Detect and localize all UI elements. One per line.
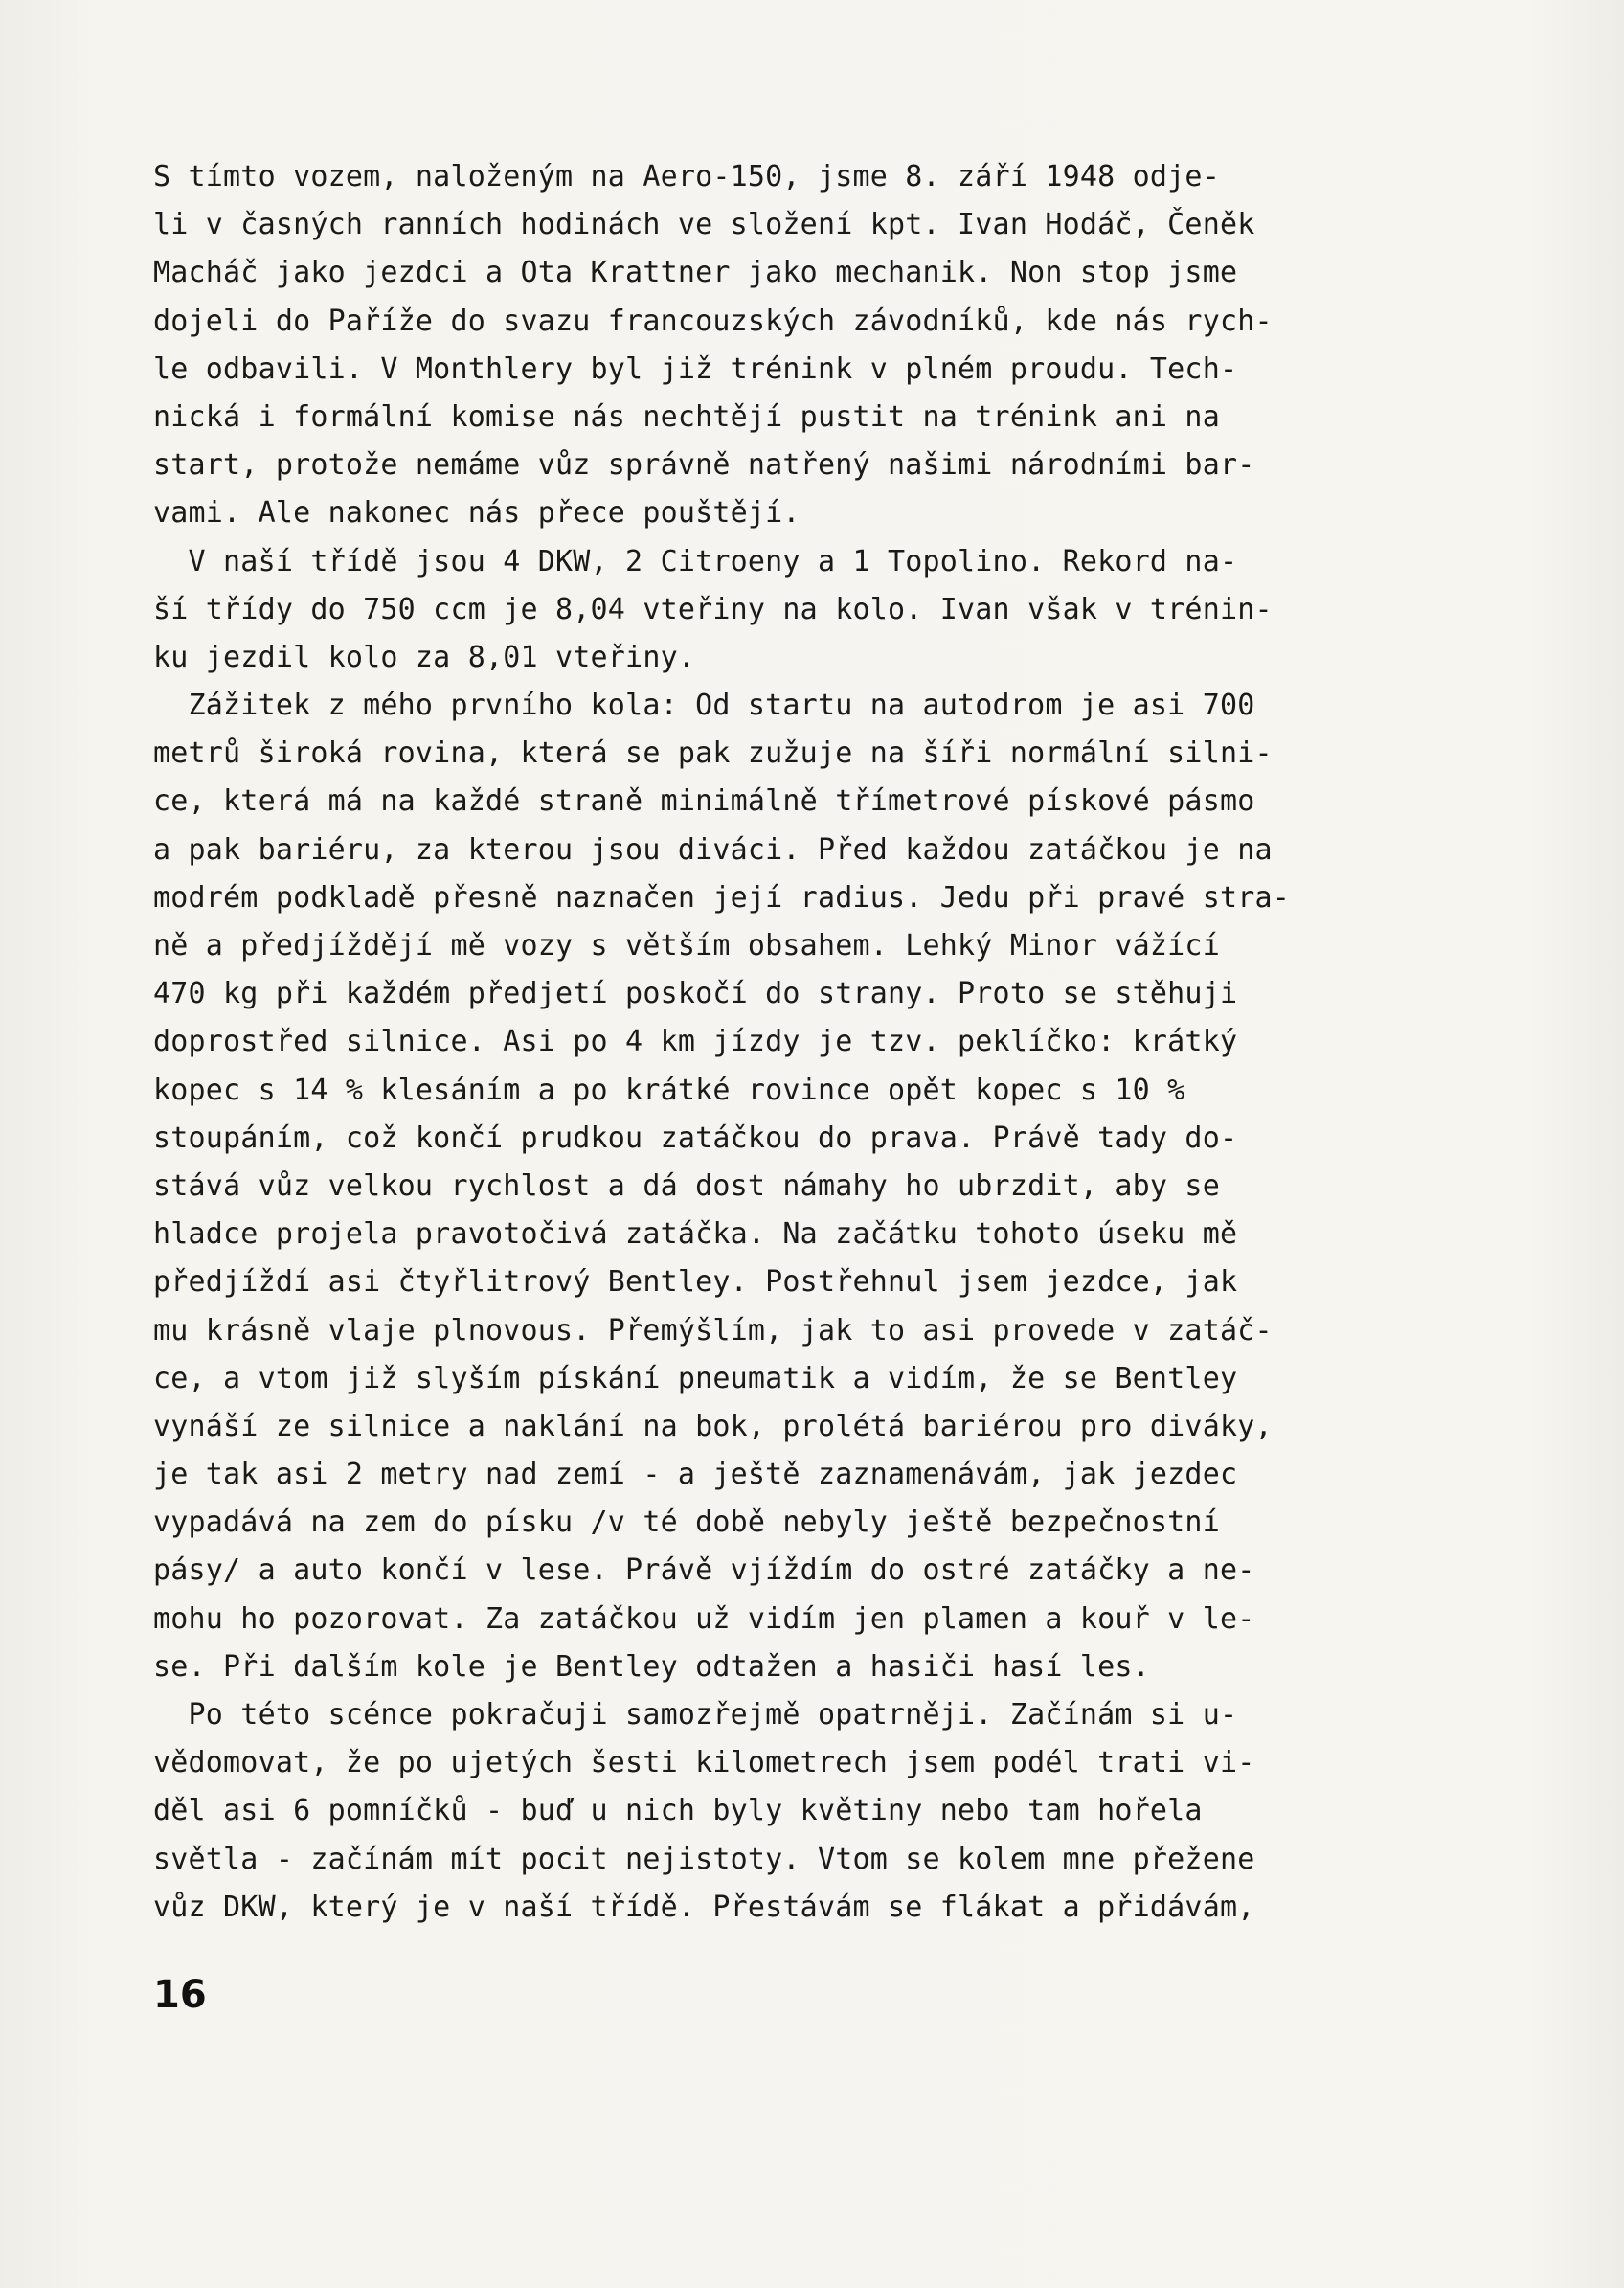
text-line: pásy/ a auto končí v lese. Právě vjíždím do ostré zatáčky a ne- bbox=[153, 1553, 1255, 1588]
text-line: S tímto vozem, naloženým na Aero-150, jsme 8. září 1948 odje- bbox=[153, 160, 1220, 193]
text-line: Po této scénce pokračuji samozřejmě opatrněji. Začínám si u- bbox=[153, 1698, 1238, 1732]
page-number: 16 bbox=[153, 1973, 207, 2017]
text-line: děl asi 6 pomníčků - buď u nich byly květiny nebo tam hořela bbox=[153, 1794, 1203, 1828]
text-line: kopec s 14 % klesáním a po krátké rovince opět kopec s 10 % bbox=[153, 1073, 1185, 1107]
text-line: Macháč jako jezdci a Ota Krattner jako mechanik. Non stop jsme bbox=[153, 256, 1238, 290]
text-line: vůz DKW, který je v naší třídě. Přestávám se flákat a přidávám, bbox=[153, 1890, 1255, 1924]
text-line: doprostřed silnice. Asi po 4 km jízdy je tzv. peklíčko: krátký bbox=[153, 1025, 1238, 1059]
text-line: a pak bariéru, za kterou jsou diváci. Před každou zatáčkou je na bbox=[153, 832, 1273, 867]
text-line: ně a předjíždějí mě vozy s větším obsahem. Lehký Minor vážící bbox=[153, 929, 1220, 963]
text-line: li v časných ranních hodinách ve složení kpt. Ivan Hodáč, Čeněk bbox=[153, 208, 1255, 242]
text-line: hladce projela pravotočivá zatáčka. Na začátku tohoto úseku mě bbox=[153, 1217, 1238, 1252]
text-line: je tak asi 2 metry nad zemí - a ještě zaznamenávám, jak jezdec bbox=[153, 1458, 1238, 1492]
text-line: Zážitek z mého prvního kola: Od startu na autodrom je asi 700 bbox=[153, 689, 1255, 723]
text-line: mohu ho pozorovat. Za zatáčkou už vidím jen plamen a kouř v le- bbox=[153, 1601, 1255, 1636]
text-line: 470 kg při každém předjetí poskočí do strany. Proto se stěhuji bbox=[153, 977, 1238, 1011]
text-line: ší třídy do 750 ccm je 8,04 vteřiny na kolo. Ivan však v trénin- bbox=[153, 592, 1273, 626]
text-line: start, protože nemáme vůz správně natřený našimi národními bar- bbox=[153, 448, 1255, 483]
text-line: vynáší ze silnice a naklání na bok, prolétá bariérou pro diváky, bbox=[153, 1409, 1273, 1443]
text-line: metrů široká rovina, která se pak zužuje na šíři normální silni- bbox=[153, 736, 1273, 771]
text-line: stoupáním, což končí prudkou zatáčkou do prava. Právě tady do- bbox=[153, 1121, 1238, 1155]
text-line: ku jezdil kolo za 8,01 vteřiny. bbox=[153, 640, 696, 674]
text-line: vami. Ale nakonec nás přece pouštějí. bbox=[153, 496, 801, 531]
text-line: předjíždí asi čtyřlitrový Bentley. Postřehnul jsem jezdce, jak bbox=[153, 1265, 1238, 1300]
text-line: ce, a vtom již slyším pískání pneumatik a vidím, že se Bentley bbox=[153, 1361, 1238, 1395]
text-line: vědomovat, že po ujetých šesti kilometrech jsem podél trati vi- bbox=[153, 1746, 1255, 1780]
text-line: mu krásně vlaje plnovous. Přemýšlím, jak to asi provede v zatáč- bbox=[153, 1313, 1273, 1348]
text-line: světla - začínám mít pocit nejistoty. Vtom se kolem mne přežene bbox=[153, 1842, 1255, 1876]
text-line: V naší třídě jsou 4 DKW, 2 Citroeny a 1 Topolino. Rekord na- bbox=[153, 544, 1238, 578]
text-line: stává vůz velkou rychlost a dá dost námahy ho ubrzdit, aby se bbox=[153, 1168, 1220, 1203]
text-line: modrém podkladě přesně naznačen její radius. Jedu při pravé stra- bbox=[153, 880, 1290, 915]
text-line: ce, která má na každé straně minimálně třímetrové pískové pásmo bbox=[153, 784, 1255, 819]
text-line: se. Při dalším kole je Bentley odtažen a hasiči hasí les. bbox=[153, 1649, 1150, 1684]
text-line: le odbavili. V Monthlery byl již trénink v plném proudu. Tech- bbox=[153, 351, 1238, 386]
text-line: vypadává na zem do písku /v té době nebyly ještě bezpečnostní bbox=[153, 1506, 1220, 1540]
text-line: dojeli do Paříže do svazu francouzských závodníků, kde nás rych- bbox=[153, 304, 1273, 338]
text-line: nická i formální komise nás nechtějí pustit na trénink ani na bbox=[153, 399, 1220, 434]
body-text bbox=[153, 153, 1427, 1932]
